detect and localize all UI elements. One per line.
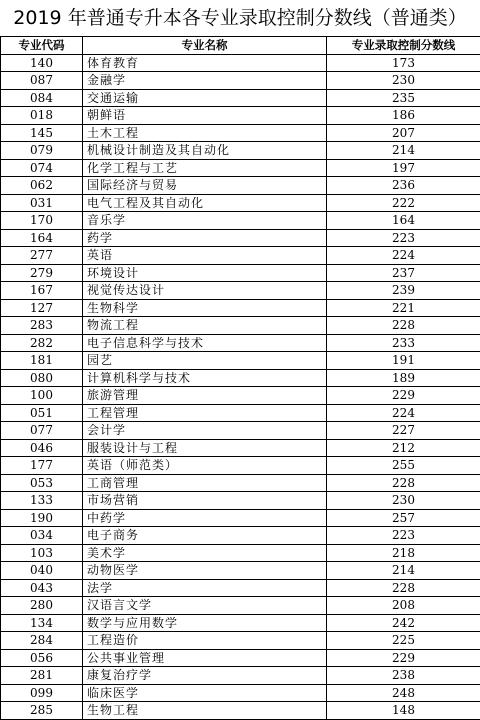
cell-name: 交通运输 [83,89,327,107]
cell-code: 031 [1,194,83,212]
cell-score: 173 [327,54,480,72]
cell-score: 235 [327,89,480,107]
cell-code: 285 [1,702,83,720]
cell-name: 电子信息科学与技术 [83,334,327,352]
cell-name: 生物科学 [83,299,327,317]
cell-score: 186 [327,107,480,125]
cell-name: 视觉传达设计 [83,282,327,300]
cell-name: 工程管理 [83,404,327,422]
cell-code: 134 [1,614,83,632]
cell-name: 临床医学 [83,684,327,702]
cell-score: 224 [327,247,480,265]
table-row [1,159,480,177]
table-row [1,229,480,247]
cell-score: 218 [327,544,480,562]
table-row [1,107,480,125]
table-row [1,702,480,720]
cell-code: 043 [1,579,83,597]
cell-name: 工商管理 [83,474,327,492]
cell-score: 230 [327,492,480,510]
table-row [1,369,480,387]
cell-code: 281 [1,667,83,685]
table-row [1,334,480,352]
cell-code: 127 [1,299,83,317]
cell-score: 164 [327,212,480,230]
table-row [1,72,480,90]
cell-name: 物流工程 [83,317,327,335]
cell-name: 电子商务 [83,527,327,545]
table-row [1,404,480,422]
table-row [1,684,480,702]
cell-score: 223 [327,229,480,247]
cell-name: 英语 [83,247,327,265]
cell-score: 229 [327,387,480,405]
cell-code: 046 [1,439,83,457]
table-row [1,474,480,492]
cell-score: 214 [327,562,480,580]
cell-name: 会计学 [83,422,327,440]
score-table [0,36,480,720]
cell-code: 282 [1,334,83,352]
table-row [1,282,480,300]
table-row [1,649,480,667]
cell-code: 284 [1,632,83,650]
table-row [1,352,480,370]
cell-score: 230 [327,72,480,90]
table-row [1,299,480,317]
table-row [1,317,480,335]
cell-name: 园艺 [83,352,327,370]
cell-code: 040 [1,562,83,580]
cell-code: 280 [1,597,83,615]
table-row [1,527,480,545]
table-row [1,509,480,527]
table-row [1,194,480,212]
cell-name: 环境设计 [83,264,327,282]
cell-name: 计算机科学与技术 [83,369,327,387]
cell-name: 中药学 [83,509,327,527]
table-row [1,387,480,405]
cell-code: 181 [1,352,83,370]
cell-score: 148 [327,702,480,720]
cell-score: 197 [327,159,480,177]
table-row [1,177,480,195]
table-row [1,632,480,650]
table-row [1,614,480,632]
header-code: 专业代码 [1,37,83,55]
table-row [1,89,480,107]
table-row [1,247,480,265]
cell-score: 212 [327,439,480,457]
cell-name: 数学与应用数学 [83,614,327,632]
cell-code: 051 [1,404,83,422]
cell-code: 170 [1,212,83,230]
cell-code: 279 [1,264,83,282]
cell-name: 市场营销 [83,492,327,510]
header-score: 专业录取控制分数线 [327,37,480,55]
table-row [1,212,480,230]
cell-name: 国际经济与贸易 [83,177,327,195]
cell-name: 法学 [83,579,327,597]
table-row [1,142,480,160]
table-row [1,492,480,510]
header-name: 专业名称 [83,37,327,55]
cell-code: 177 [1,457,83,475]
table-row [1,667,480,685]
cell-score: 242 [327,614,480,632]
cell-code: 087 [1,72,83,90]
cell-name: 土木工程 [83,124,327,142]
cell-score: 255 [327,457,480,475]
cell-code: 164 [1,229,83,247]
cell-score: 214 [327,142,480,160]
table-row [1,544,480,562]
cell-name: 美术学 [83,544,327,562]
cell-name: 汉语言文学 [83,597,327,615]
cell-score: 224 [327,404,480,422]
cell-name: 康复治疗学 [83,667,327,685]
table-row [1,264,480,282]
cell-score: 239 [327,282,480,300]
cell-code: 084 [1,89,83,107]
cell-code: 053 [1,474,83,492]
cell-name: 音乐学 [83,212,327,230]
cell-name: 化学工程与工艺 [83,159,327,177]
cell-code: 056 [1,649,83,667]
cell-code: 034 [1,527,83,545]
cell-score: 229 [327,649,480,667]
cell-score: 208 [327,597,480,615]
cell-score: 237 [327,264,480,282]
cell-code: 190 [1,509,83,527]
cell-code: 077 [1,422,83,440]
cell-name: 朝鲜语 [83,107,327,125]
cell-score: 223 [327,527,480,545]
table-row [1,422,480,440]
table-row [1,439,480,457]
cell-score: 227 [327,422,480,440]
cell-code: 133 [1,492,83,510]
cell-score: 207 [327,124,480,142]
cell-code: 167 [1,282,83,300]
table-row [1,124,480,142]
table-row [1,54,480,72]
cell-score: 257 [327,509,480,527]
cell-name: 生物工程 [83,702,327,720]
table-header-row [1,37,480,55]
cell-name: 服装设计与工程 [83,439,327,457]
cell-score: 228 [327,579,480,597]
cell-code: 277 [1,247,83,265]
cell-code: 099 [1,684,83,702]
table-row [1,457,480,475]
cell-code: 080 [1,369,83,387]
cell-score: 238 [327,667,480,685]
cell-score: 236 [327,177,480,195]
table-body [1,54,480,719]
cell-name: 旅游管理 [83,387,327,405]
cell-score: 191 [327,352,480,370]
cell-name: 电气工程及其自动化 [83,194,327,212]
cell-score: 225 [327,632,480,650]
cell-code: 079 [1,142,83,160]
cell-score: 221 [327,299,480,317]
cell-code: 018 [1,107,83,125]
cell-name: 体育教育 [83,54,327,72]
cell-code: 140 [1,54,83,72]
page-title: 2019 年普通专升本各专业录取控制分数线（普通类） [0,0,480,36]
cell-name: 工程造价 [83,632,327,650]
cell-name: 动物医学 [83,562,327,580]
cell-score: 228 [327,317,480,335]
cell-code: 074 [1,159,83,177]
cell-code: 103 [1,544,83,562]
cell-name: 机械设计制造及其自动化 [83,142,327,160]
cell-score: 222 [327,194,480,212]
table-row [1,579,480,597]
cell-name: 英语（师范类） [83,457,327,475]
table-row [1,562,480,580]
table-row [1,597,480,615]
cell-code: 062 [1,177,83,195]
cell-code: 283 [1,317,83,335]
cell-code: 145 [1,124,83,142]
cell-name: 金融学 [83,72,327,90]
cell-score: 248 [327,684,480,702]
cell-name: 药学 [83,229,327,247]
cell-score: 228 [327,474,480,492]
cell-score: 189 [327,369,480,387]
cell-name: 公共事业管理 [83,649,327,667]
cell-code: 100 [1,387,83,405]
cell-score: 233 [327,334,480,352]
